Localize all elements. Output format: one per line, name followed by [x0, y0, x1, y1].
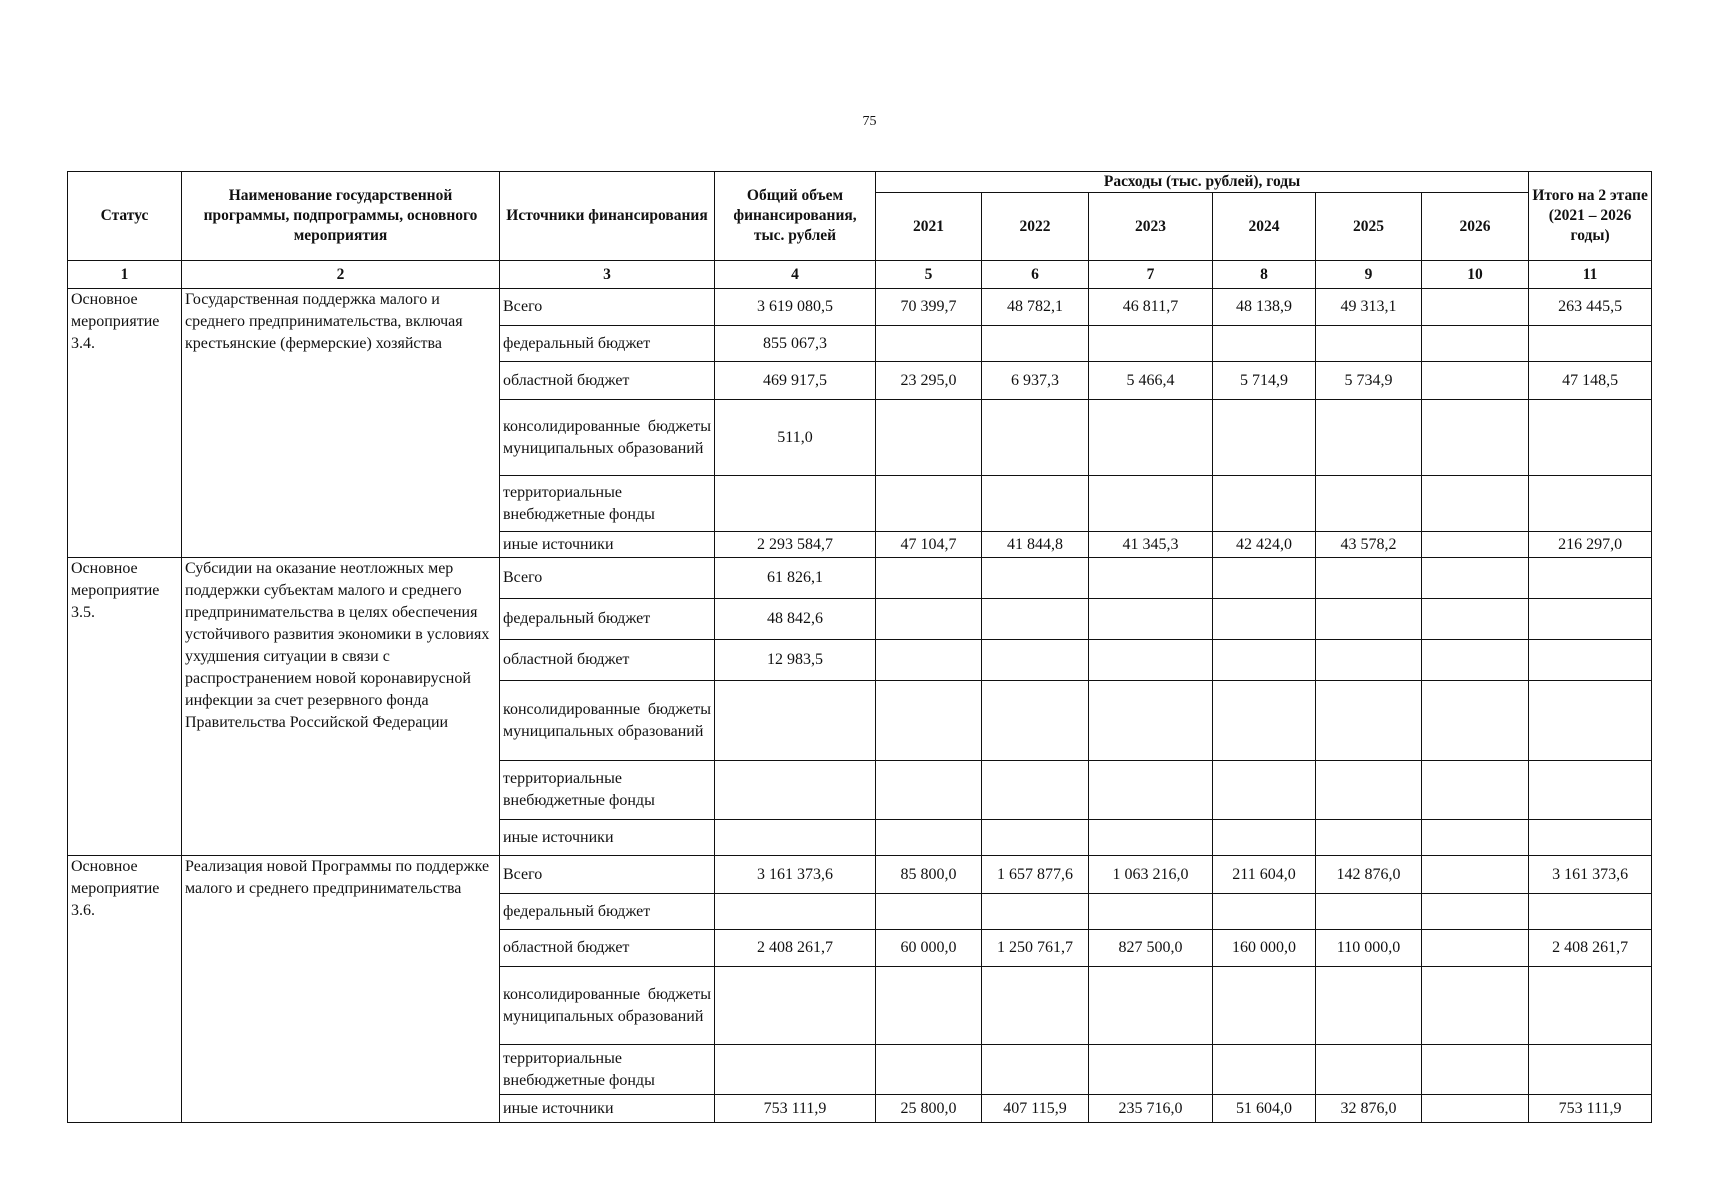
- year-2026-cell: [1422, 930, 1529, 967]
- expenses-group-header: Расходы (тыс. рублей), годы: [876, 172, 1529, 193]
- year-2024-cell: 211 604,0: [1213, 856, 1316, 894]
- year-2021-cell: 85 800,0: [876, 856, 982, 894]
- year-2026-cell: [1422, 362, 1529, 400]
- year-2026-cell: [1422, 326, 1529, 362]
- year-2022-cell: [982, 326, 1089, 362]
- year-2023-cell: [1089, 894, 1213, 930]
- year-2024-cell: 160 000,0: [1213, 930, 1316, 967]
- year-2024-cell: [1213, 400, 1316, 476]
- year-2024-cell: [1213, 761, 1316, 820]
- table-header: [68, 172, 1652, 289]
- year-2021-cell: [876, 967, 982, 1045]
- year-2023-cell: 235 716,0: [1089, 1095, 1213, 1123]
- source-cell: консолидированные бюджеты муниципальных образований: [500, 681, 715, 761]
- year-2022-cell: [982, 761, 1089, 820]
- year-2023-cell: [1089, 820, 1213, 856]
- year-2026-cell: [1422, 856, 1529, 894]
- column-number: 7: [1089, 261, 1213, 289]
- year-2025-cell: [1316, 761, 1422, 820]
- year-2022-cell: [982, 558, 1089, 599]
- year-2024-cell: 51 604,0: [1213, 1095, 1316, 1123]
- year-2023-cell: 1 063 216,0: [1089, 856, 1213, 894]
- stage-total-cell: [1529, 558, 1652, 599]
- table-row: [68, 856, 1652, 894]
- column-number: 5: [876, 261, 982, 289]
- year-2022-cell: [982, 640, 1089, 681]
- total-cell: 3 619 080,5: [715, 289, 876, 326]
- year-2024-cell: [1213, 326, 1316, 362]
- source-cell: иные источники: [500, 820, 715, 856]
- stage-total-cell: 3 161 373,6: [1529, 856, 1652, 894]
- year-2021-cell: [876, 681, 982, 761]
- year-2021-cell: 47 104,7: [876, 532, 982, 558]
- year-2026-cell: [1422, 400, 1529, 476]
- total-cell: [715, 967, 876, 1045]
- year-2024-cell: 48 138,9: [1213, 289, 1316, 326]
- stage-total-cell: [1529, 681, 1652, 761]
- stage-total-cell: [1529, 967, 1652, 1045]
- year-2025-cell: [1316, 967, 1422, 1045]
- source-cell: Всего: [500, 558, 715, 599]
- year-2025-cell: 32 876,0: [1316, 1095, 1422, 1123]
- year-2024-cell: [1213, 558, 1316, 599]
- stage-total-cell: [1529, 761, 1652, 820]
- year-2021-cell: 23 295,0: [876, 362, 982, 400]
- year-2026-cell: [1422, 967, 1529, 1045]
- year-2025-cell: [1316, 400, 1422, 476]
- year-2022-cell: 1 657 877,6: [982, 856, 1089, 894]
- year-2023-cell: 46 811,7: [1089, 289, 1213, 326]
- year-2024-cell: [1213, 476, 1316, 532]
- source-cell: областной бюджет: [500, 640, 715, 681]
- year-2022-cell: [982, 1045, 1089, 1095]
- column-number: 10: [1422, 261, 1529, 289]
- stage-total-cell: 263 445,5: [1529, 289, 1652, 326]
- source-cell: территориальные внебюджетные фонды: [500, 761, 715, 820]
- status-cell: Основное мероприятие 3.5.: [68, 558, 182, 856]
- year-2025-cell: 49 313,1: [1316, 289, 1422, 326]
- stage-total-cell: [1529, 1045, 1652, 1095]
- year-2024-cell: [1213, 820, 1316, 856]
- year-2023-cell: [1089, 640, 1213, 681]
- year-2024-cell: 5 714,9: [1213, 362, 1316, 400]
- source-cell: федеральный бюджет: [500, 894, 715, 930]
- table-row: [68, 289, 1652, 326]
- source-cell: иные источники: [500, 1095, 715, 1123]
- column-number: 4: [715, 261, 876, 289]
- source-cell: Всего: [500, 856, 715, 894]
- year-2024-cell: [1213, 967, 1316, 1045]
- year-2021-cell: [876, 326, 982, 362]
- sources-header: Источники финансирования: [500, 172, 715, 261]
- year-2025-cell: [1316, 558, 1422, 599]
- block-3-6: [68, 856, 1652, 1123]
- total-cell: [715, 681, 876, 761]
- column-number: 1: [68, 261, 182, 289]
- stage-total-cell: [1529, 820, 1652, 856]
- year-2021-cell: [876, 761, 982, 820]
- year-2026-cell: [1422, 820, 1529, 856]
- year-2021-cell: [876, 400, 982, 476]
- source-cell: федеральный бюджет: [500, 599, 715, 640]
- total-volume-header: Общий объем финансирования, тыс. рублей: [715, 172, 876, 261]
- source-cell: территориальные внебюджетные фонды: [500, 1045, 715, 1095]
- year-2022-cell: 407 115,9: [982, 1095, 1089, 1123]
- year-header: 2022: [982, 193, 1089, 261]
- year-2025-cell: [1316, 681, 1422, 761]
- year-2024-cell: [1213, 1045, 1316, 1095]
- total-cell: 753 111,9: [715, 1095, 876, 1123]
- status-cell: Основное мероприятие 3.4.: [68, 289, 182, 558]
- year-2021-cell: [876, 1045, 982, 1095]
- year-2023-cell: [1089, 761, 1213, 820]
- column-number: 3: [500, 261, 715, 289]
- year-2021-cell: [876, 640, 982, 681]
- year-2022-cell: 41 844,8: [982, 532, 1089, 558]
- year-2023-cell: [1089, 558, 1213, 599]
- total-cell: [715, 894, 876, 930]
- stage-total-cell: [1529, 400, 1652, 476]
- year-2026-cell: [1422, 599, 1529, 640]
- year-2023-cell: 827 500,0: [1089, 930, 1213, 967]
- year-header: 2021: [876, 193, 982, 261]
- year-header: 2026: [1422, 193, 1529, 261]
- total-cell: [715, 820, 876, 856]
- year-2026-cell: [1422, 1045, 1529, 1095]
- year-2026-cell: [1422, 761, 1529, 820]
- year-2025-cell: [1316, 599, 1422, 640]
- source-cell: консолидированные бюджеты муниципальных образований: [500, 400, 715, 476]
- year-2023-cell: 5 466,4: [1089, 362, 1213, 400]
- total-cell: 2 293 584,7: [715, 532, 876, 558]
- stage-total-cell: 2 408 261,7: [1529, 930, 1652, 967]
- year-2022-cell: [982, 894, 1089, 930]
- source-cell: федеральный бюджет: [500, 326, 715, 362]
- total-cell: 469 917,5: [715, 362, 876, 400]
- column-number: 11: [1529, 261, 1652, 289]
- year-header: 2025: [1316, 193, 1422, 261]
- year-2025-cell: 43 578,2: [1316, 532, 1422, 558]
- year-2026-cell: [1422, 532, 1529, 558]
- year-2026-cell: [1422, 476, 1529, 532]
- year-2023-cell: [1089, 681, 1213, 761]
- year-2021-cell: 25 800,0: [876, 1095, 982, 1123]
- total-cell: 511,0: [715, 400, 876, 476]
- year-2025-cell: 110 000,0: [1316, 930, 1422, 967]
- total-cell: 12 983,5: [715, 640, 876, 681]
- year-2021-cell: [876, 599, 982, 640]
- table-row: [68, 558, 1652, 599]
- stage-total-cell: 47 148,5: [1529, 362, 1652, 400]
- year-2021-cell: [876, 558, 982, 599]
- year-2024-cell: [1213, 640, 1316, 681]
- status-cell: Основное мероприятие 3.6.: [68, 856, 182, 1123]
- stage-total-cell: [1529, 599, 1652, 640]
- year-2023-cell: [1089, 967, 1213, 1045]
- name-cell: Государственная поддержка малого и среднего предпринимательства, включая крестьянские (фермерские) хозяйства: [182, 289, 500, 558]
- year-2025-cell: [1316, 820, 1422, 856]
- year-2022-cell: 6 937,3: [982, 362, 1089, 400]
- total-cell: [715, 1045, 876, 1095]
- stage-total-cell: [1529, 894, 1652, 930]
- year-2025-cell: [1316, 894, 1422, 930]
- total-cell: 48 842,6: [715, 599, 876, 640]
- year-2022-cell: [982, 681, 1089, 761]
- source-cell: областной бюджет: [500, 930, 715, 967]
- year-2023-cell: [1089, 400, 1213, 476]
- source-cell: иные источники: [500, 532, 715, 558]
- stage-total-cell: 753 111,9: [1529, 1095, 1652, 1123]
- year-2025-cell: 142 876,0: [1316, 856, 1422, 894]
- year-2022-cell: 48 782,1: [982, 289, 1089, 326]
- year-2023-cell: 41 345,3: [1089, 532, 1213, 558]
- year-2025-cell: 5 734,9: [1316, 362, 1422, 400]
- year-2024-cell: [1213, 894, 1316, 930]
- year-2022-cell: [982, 967, 1089, 1045]
- page-number: 75: [862, 114, 877, 129]
- block-3-4: [68, 289, 1652, 558]
- source-cell: Всего: [500, 289, 715, 326]
- column-number: 6: [982, 261, 1089, 289]
- source-cell: областной бюджет: [500, 362, 715, 400]
- stage-total-cell: 216 297,0: [1529, 532, 1652, 558]
- total-cell: 61 826,1: [715, 558, 876, 599]
- stage-total-cell: [1529, 476, 1652, 532]
- year-2024-cell: [1213, 599, 1316, 640]
- status-header: Статус: [68, 172, 182, 261]
- year-2021-cell: 60 000,0: [876, 930, 982, 967]
- total-cell: [715, 476, 876, 532]
- year-2021-cell: [876, 476, 982, 532]
- column-number: 8: [1213, 261, 1316, 289]
- year-2022-cell: 1 250 761,7: [982, 930, 1089, 967]
- year-2023-cell: [1089, 476, 1213, 532]
- year-header: 2023: [1089, 193, 1213, 261]
- year-2026-cell: [1422, 289, 1529, 326]
- block-3-5: [68, 558, 1652, 856]
- year-2023-cell: [1089, 599, 1213, 640]
- column-number: 9: [1316, 261, 1422, 289]
- year-2025-cell: [1316, 640, 1422, 681]
- year-2026-cell: [1422, 558, 1529, 599]
- year-2021-cell: 70 399,7: [876, 289, 982, 326]
- total-cell: 3 161 373,6: [715, 856, 876, 894]
- stage-total-header: Итого на 2 этапе (2021 – 2026 годы): [1529, 172, 1652, 261]
- year-2021-cell: [876, 820, 982, 856]
- year-2026-cell: [1422, 640, 1529, 681]
- year-2026-cell: [1422, 1095, 1529, 1123]
- year-2025-cell: [1316, 476, 1422, 532]
- source-cell: территориальные внебюджетные фонды: [500, 476, 715, 532]
- stage-total-cell: [1529, 640, 1652, 681]
- year-2022-cell: [982, 400, 1089, 476]
- year-2025-cell: [1316, 1045, 1422, 1095]
- year-2023-cell: [1089, 1045, 1213, 1095]
- stage-total-cell: [1529, 326, 1652, 362]
- year-2023-cell: [1089, 326, 1213, 362]
- year-2021-cell: [876, 894, 982, 930]
- total-cell: [715, 761, 876, 820]
- year-header: 2024: [1213, 193, 1316, 261]
- source-cell: консолидированные бюджеты муниципальных образований: [500, 967, 715, 1045]
- year-2024-cell: [1213, 681, 1316, 761]
- year-2022-cell: [982, 599, 1089, 640]
- year-2025-cell: [1316, 326, 1422, 362]
- budget-table: [67, 171, 1652, 1123]
- name-header: Наименование государственной программы, подпрограммы, основного мероприятия: [182, 172, 500, 261]
- year-2026-cell: [1422, 681, 1529, 761]
- year-2022-cell: [982, 820, 1089, 856]
- column-number: 2: [182, 261, 500, 289]
- year-2022-cell: [982, 476, 1089, 532]
- year-2026-cell: [1422, 894, 1529, 930]
- total-cell: 2 408 261,7: [715, 930, 876, 967]
- name-cell: Реализация новой Программы по поддержке малого и среднего предпринимательства: [182, 856, 500, 1123]
- total-cell: 855 067,3: [715, 326, 876, 362]
- year-2024-cell: 42 424,0: [1213, 532, 1316, 558]
- name-cell: Субсидии на оказание неотложных мер поддержки субъектам малого и среднего предпринимательства в целях обеспечения устойчивого развития экономики в условиях ухудшения ситуации в связи с распространением новой коронавирусной инфекции за счет резервного фонда Правительства Российской Федерации: [182, 558, 500, 856]
